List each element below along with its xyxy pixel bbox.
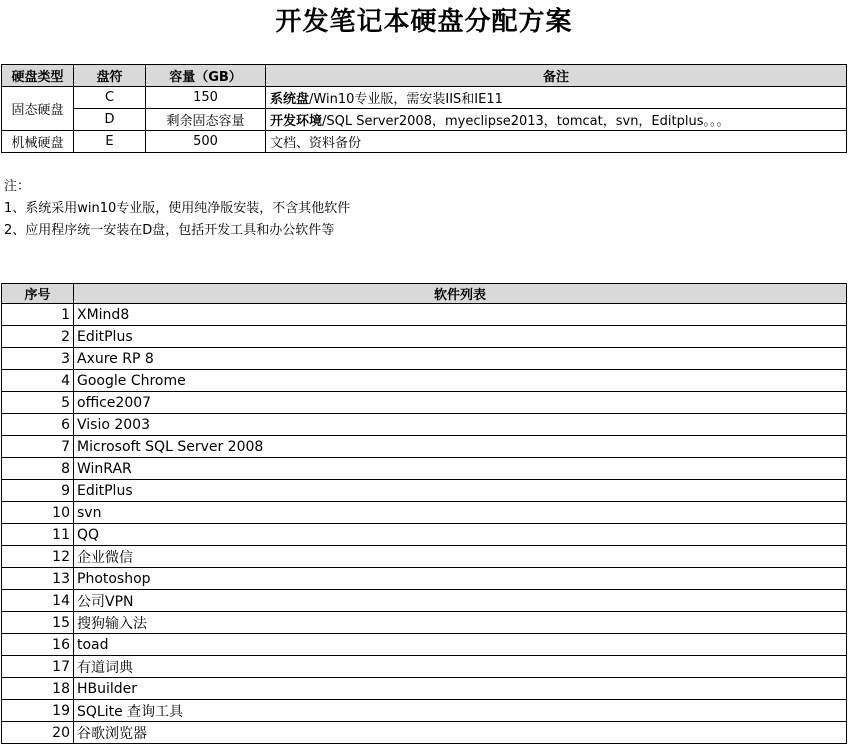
- remark-cell: [266, 87, 847, 109]
- table-row: [2, 722, 847, 744]
- table-row: [2, 656, 847, 678]
- header-serial-number: 序号: [2, 284, 74, 304]
- software-name-cell: Google Chrome: [74, 370, 847, 392]
- remark-text: 文档、资料备份: [270, 136, 362, 151]
- header-remarks: 备注: [266, 65, 847, 87]
- serial-number-cell: 16: [2, 634, 74, 656]
- software-name-cell: Visio 2003: [74, 414, 847, 436]
- table-row: [2, 326, 847, 348]
- serial-number-cell: 14: [2, 590, 74, 612]
- notes-section: [4, 176, 350, 242]
- note-item: 2、应用程序统一安装在D盘，包括开发工具和办公软件等: [4, 223, 335, 238]
- table-row: [2, 502, 847, 524]
- table-row: [2, 700, 847, 722]
- table-row: [2, 436, 847, 458]
- header-software-list: 软件列表: [74, 284, 847, 304]
- table-row: [2, 568, 847, 590]
- drive-letter-cell: D: [74, 109, 146, 131]
- table-row: [2, 392, 847, 414]
- table-row: [2, 590, 847, 612]
- serial-number-cell: 5: [2, 392, 74, 414]
- table-row: [2, 634, 847, 656]
- note-item: 1、系统采用win10专业版，使用纯净版安装，不含其他软件: [4, 201, 351, 216]
- serial-number-cell: 12: [2, 546, 74, 568]
- table-row: [2, 458, 847, 480]
- table-row: [2, 87, 847, 109]
- table-row: [2, 480, 847, 502]
- software-name-cell: Microsoft SQL Server 2008: [74, 436, 847, 458]
- serial-number-cell: 15: [2, 612, 74, 634]
- software-name-cell: office2007: [74, 392, 847, 414]
- software-name-cell: 企业微信: [74, 546, 847, 568]
- table-row: [2, 546, 847, 568]
- software-name-cell: EditPlus: [74, 480, 847, 502]
- software-name-cell: XMind8: [74, 304, 847, 326]
- capacity-cell: 500: [146, 131, 266, 153]
- table-row: [2, 612, 847, 634]
- serial-number-cell: 17: [2, 656, 74, 678]
- serial-number-cell: 1: [2, 304, 74, 326]
- software-list-table: [1, 283, 847, 744]
- serial-number-cell: 10: [2, 502, 74, 524]
- software-name-cell: HBuilder: [74, 678, 847, 700]
- software-name-cell: toad: [74, 634, 847, 656]
- capacity-cell: 剩余固态容量: [146, 109, 266, 131]
- table-row: [2, 131, 847, 153]
- software-name-cell: 谷歌浏览器: [74, 722, 847, 744]
- notes-heading: 注：: [4, 179, 31, 194]
- software-name-cell: 搜狗输入法: [74, 612, 847, 634]
- software-name-cell: Photoshop: [74, 568, 847, 590]
- header-drive-letter: 盘符: [74, 65, 146, 87]
- remark-text: /SQL Server2008，myeclipse2013，tomcat，svn，Editplus。。。: [322, 114, 730, 129]
- serial-number-cell: 19: [2, 700, 74, 722]
- serial-number-cell: 9: [2, 480, 74, 502]
- remark-cell: [266, 109, 847, 131]
- header-capacity: 容量（GB）: [146, 65, 266, 87]
- remark-bold-label: 开发环境: [270, 114, 323, 129]
- serial-number-cell: 18: [2, 678, 74, 700]
- drive-letter-cell: E: [74, 131, 146, 153]
- disk-table-header-row: [2, 65, 847, 87]
- table-row: [2, 370, 847, 392]
- table-row: [2, 524, 847, 546]
- disk-type-cell: 机械硬盘: [2, 131, 74, 153]
- serial-number-cell: 13: [2, 568, 74, 590]
- serial-number-cell: 2: [2, 326, 74, 348]
- table-row: [2, 414, 847, 436]
- serial-number-cell: 20: [2, 722, 74, 744]
- table-row: [2, 678, 847, 700]
- software-name-cell: Axure RP 8: [74, 348, 847, 370]
- serial-number-cell: 6: [2, 414, 74, 436]
- header-disk-type: 硬盘类型: [2, 65, 74, 87]
- serial-number-cell: 8: [2, 458, 74, 480]
- capacity-cell: 150: [146, 87, 266, 109]
- software-table-header-row: [2, 284, 847, 304]
- serial-number-cell: 11: [2, 524, 74, 546]
- software-name-cell: svn: [74, 502, 847, 524]
- table-row: [2, 304, 847, 326]
- software-name-cell: 公司VPN: [74, 590, 847, 612]
- drive-letter-cell: C: [74, 87, 146, 109]
- disk-allocation-table: [1, 64, 847, 153]
- page-title: 开发笔记本硬盘分配方案: [275, 7, 573, 37]
- table-row: [2, 348, 847, 370]
- serial-number-cell: 4: [2, 370, 74, 392]
- software-name-cell: SQLite 查询工具: [74, 700, 847, 722]
- remark-cell: [266, 131, 847, 153]
- software-name-cell: EditPlus: [74, 326, 847, 348]
- table-row: [2, 109, 847, 131]
- disk-type-cell: 固态硬盘: [2, 87, 74, 131]
- software-name-cell: WinRAR: [74, 458, 847, 480]
- remark-text: /Win10专业版，需安装IIS和IE11: [309, 92, 503, 107]
- software-name-cell: QQ: [74, 524, 847, 546]
- serial-number-cell: 3: [2, 348, 74, 370]
- remark-bold-label: 系统盘: [270, 92, 310, 107]
- software-table-body: [2, 304, 847, 744]
- serial-number-cell: 7: [2, 436, 74, 458]
- software-name-cell: 有道词典: [74, 656, 847, 678]
